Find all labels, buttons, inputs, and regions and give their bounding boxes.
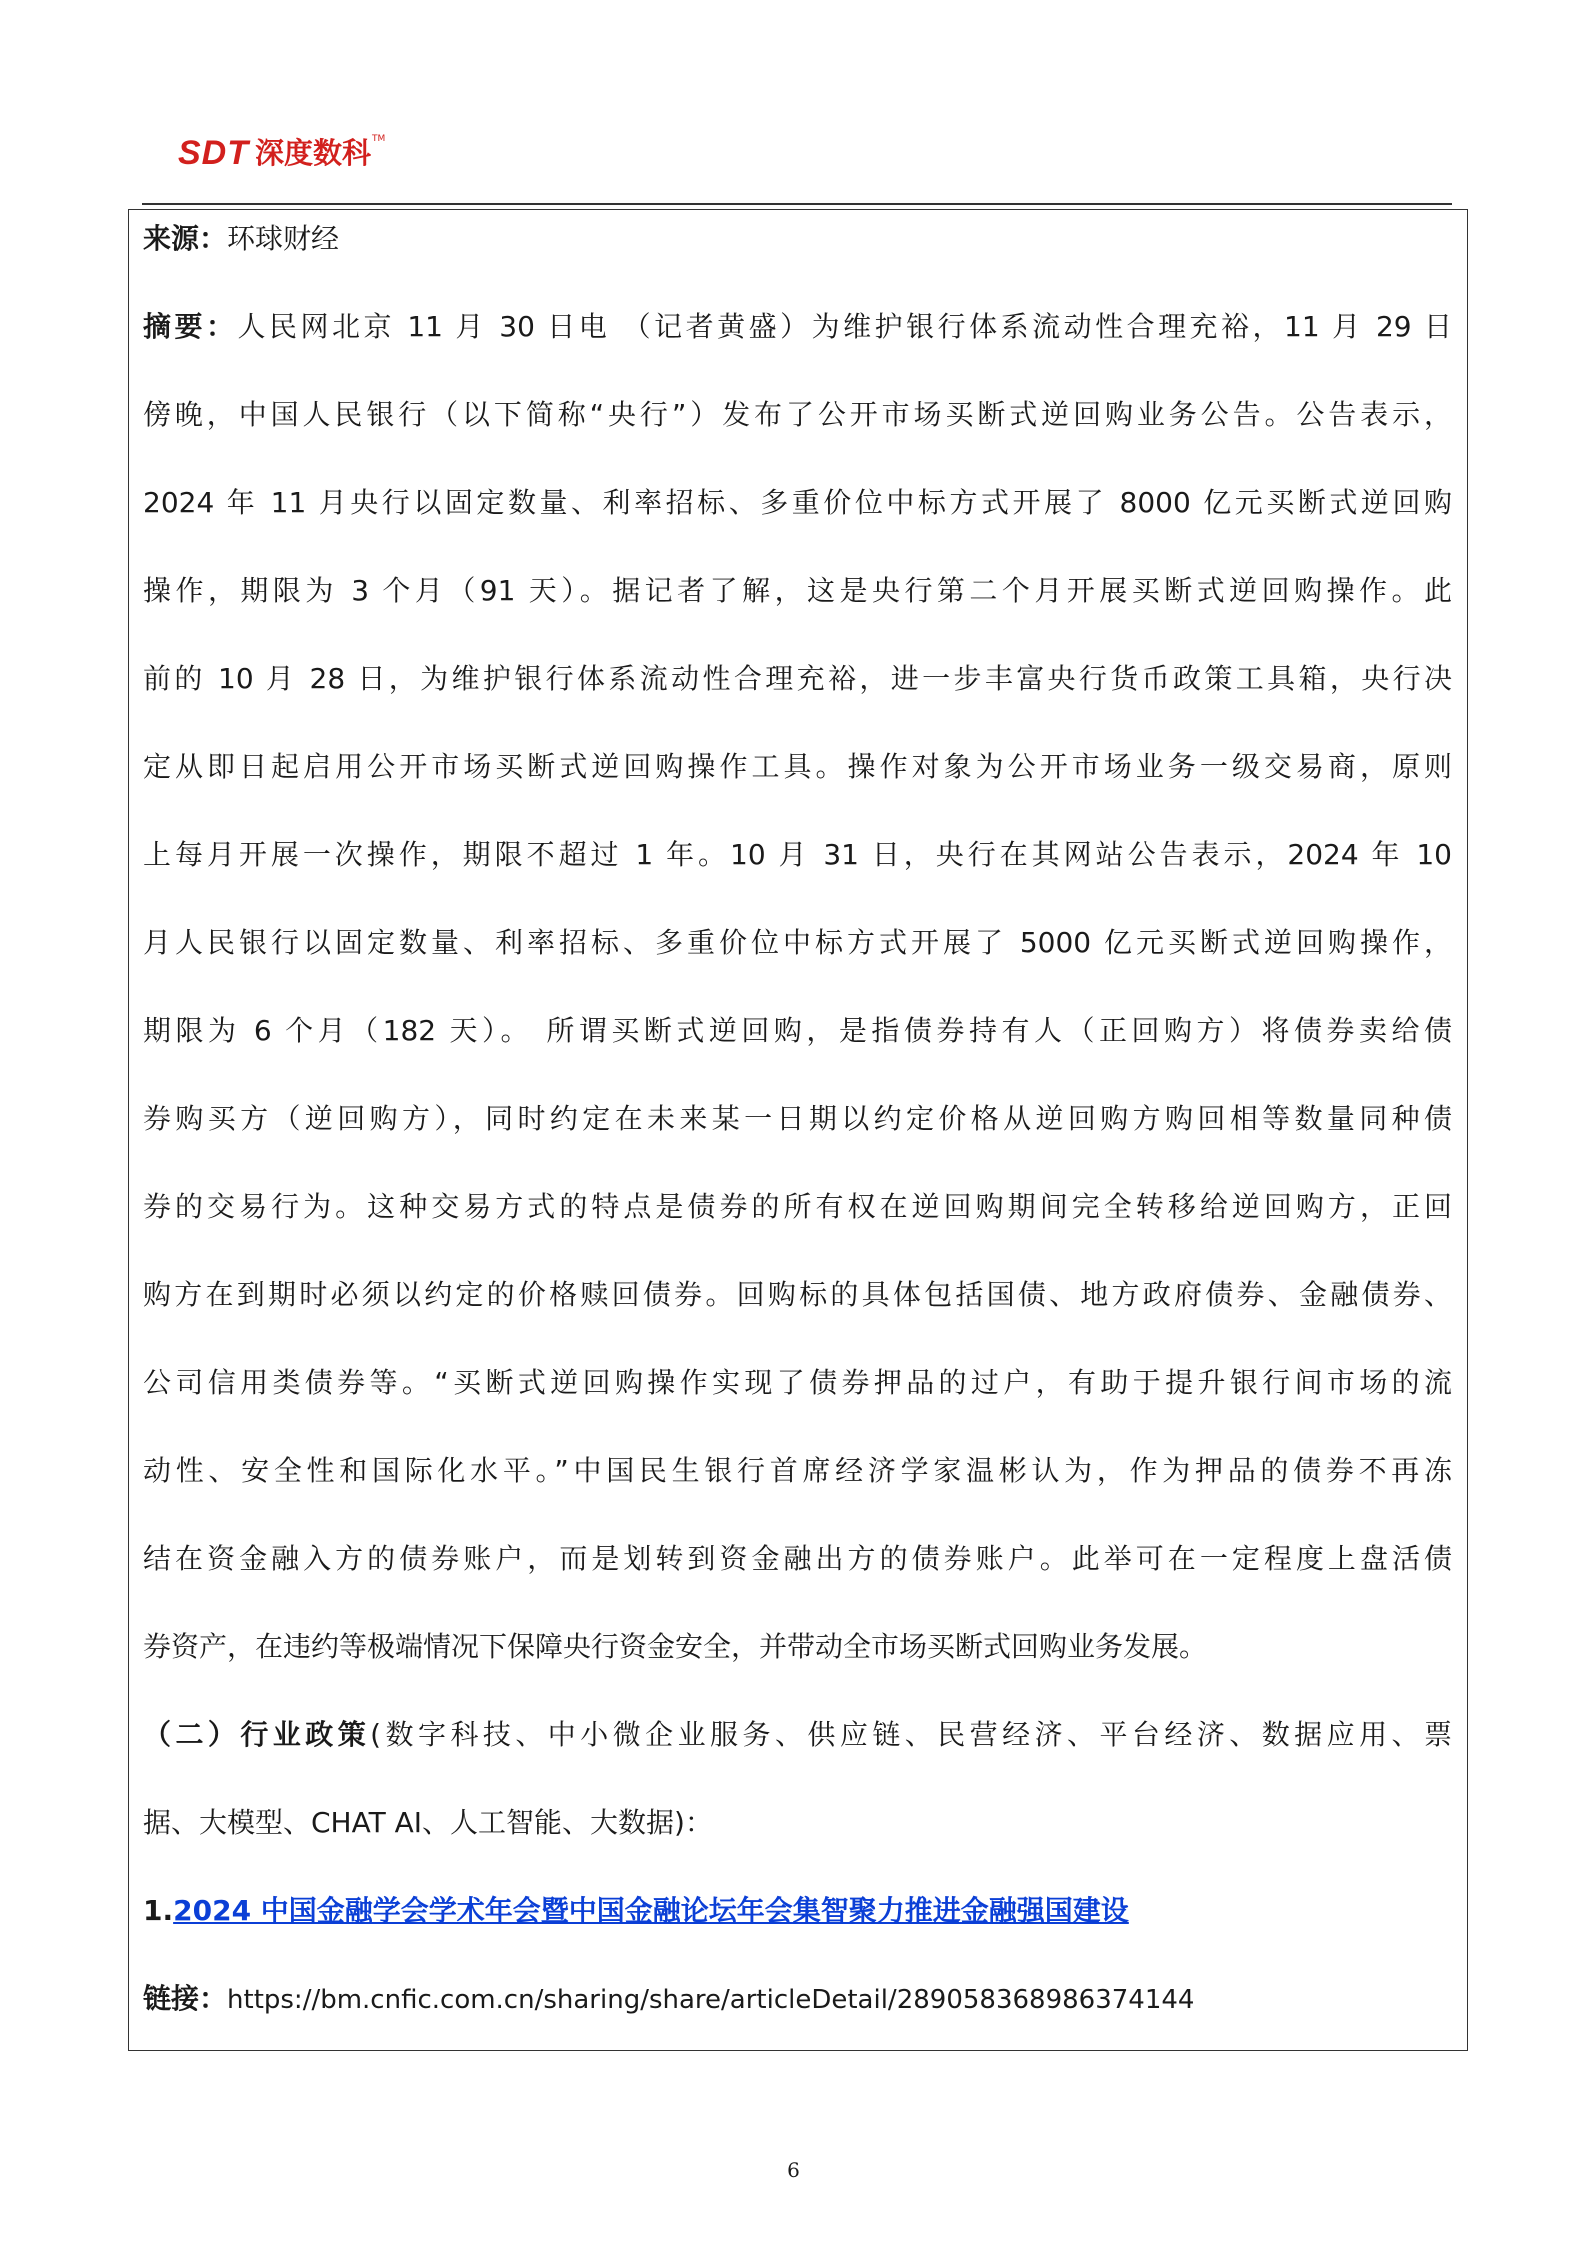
policy-heading: （二）行业政策 bbox=[143, 1718, 371, 1751]
logo-trademark: TM bbox=[372, 134, 386, 144]
summary-line: 期限为 6 个月（182 天）。 所谓买断式逆回购，是指债券持有人（正回购方）将债券卖给债 bbox=[143, 1014, 1452, 1047]
source-label: 来源： bbox=[143, 222, 228, 255]
news-item bbox=[143, 1891, 1129, 1931]
policy-topics-continued: 据、大模型、CHAT AI、人工智能、大数据)： bbox=[143, 1806, 713, 1839]
summary-line: 结在资金融入方的债券账户，而是划转到资金融出方的债券账户。此举可在一定程度上盘活债 bbox=[143, 1542, 1452, 1575]
logo-name: 深度数科 bbox=[255, 136, 372, 170]
logo-mark: SDT bbox=[178, 134, 249, 172]
summary-line: 券购买方（逆回购方），同时约定在未来某一日期以约定价格从逆回购方购回相等数量同种债 bbox=[143, 1102, 1452, 1135]
summary-label: 摘要： bbox=[143, 310, 238, 343]
link-url[interactable]: https://bm.cnfic.com.cn/sharing/share/articleDetail/289058368986374144 bbox=[227, 1985, 1195, 2015]
summary-line: 动性、安全性和国际化水平。”中国民生银行首席经济学家温彬认为，作为押品的债券不再冻 bbox=[143, 1454, 1452, 1487]
summary-line: 定从即日起启用公开市场买断式逆回购操作工具。操作对象为公开市场业务一级交易商，原则 bbox=[143, 750, 1452, 783]
summary-line: 操作，期限为 3 个月（91 天）。据记者了解，这是央行第二个月开展买断式逆回购操作。此 bbox=[143, 574, 1452, 607]
news-item-number: 1. bbox=[143, 1894, 174, 1927]
policy-heading-line bbox=[143, 1715, 1452, 1755]
page-number: 6 bbox=[787, 2158, 800, 2182]
summary-line: 公司信用类债券等。“买断式逆回购操作实现了债券押品的过户，有助于提升银行间市场的流 bbox=[143, 1366, 1452, 1399]
summary-line: 摘要：人民网北京 11 月 30 日电 （记者黄盛）为维护银行体系流动性合理充裕，11 月 29 日 bbox=[143, 310, 1452, 343]
source-value: 环球财经 bbox=[227, 222, 340, 255]
summary-line: 上每月开展一次操作，期限不超过 1 年。10 月 31 日，央行在其网站公告表示，2024 年 10 bbox=[143, 838, 1452, 871]
summary-line: 券的交易行为。这种交易方式的特点是债券的所有权在逆回购期间完全转移给逆回购方，正回 bbox=[143, 1190, 1452, 1223]
source-row bbox=[143, 219, 339, 259]
summary-line: 傍晚，中国人民银行（以下简称“央行”）发布了公开市场买断式逆回购业务公告。公告表示， bbox=[143, 398, 1452, 431]
header-divider bbox=[142, 203, 1452, 205]
link-label: 链接： bbox=[143, 1982, 228, 2015]
link-row bbox=[143, 1979, 1194, 2020]
summary-line: 购方在到期时必须以约定的价格赎回债券。回购标的具体包括国债、地方政府债券、金融债券、 bbox=[143, 1278, 1452, 1311]
news-title-link[interactable]: 2024 中国金融学会学术年会暨中国金融论坛年会集智聚力推进金融强国建设 bbox=[173, 1894, 1129, 1927]
company-logo bbox=[178, 133, 385, 173]
summary-line: 2024 年 11 月央行以固定数量、利率招标、多重价位中标方式开展了 8000 亿元买断式逆回购 bbox=[143, 486, 1452, 519]
policy-topics: (数字科技、中小微企业服务、供应链、民营经济、平台经济、数据应用、票 bbox=[370, 1718, 1452, 1751]
summary-line: 前的 10 月 28 日，为维护银行体系流动性合理充裕，进一步丰富央行货币政策工具箱，央行决 bbox=[143, 662, 1452, 695]
summary-line: 券资产，在违约等极端情况下保障央行资金安全，并带动全市场买断式回购业务发展。 bbox=[143, 1630, 1208, 1663]
summary-line: 月人民银行以固定数量、利率招标、多重价位中标方式开展了 5000 亿元买断式逆回购操作， bbox=[143, 926, 1452, 959]
